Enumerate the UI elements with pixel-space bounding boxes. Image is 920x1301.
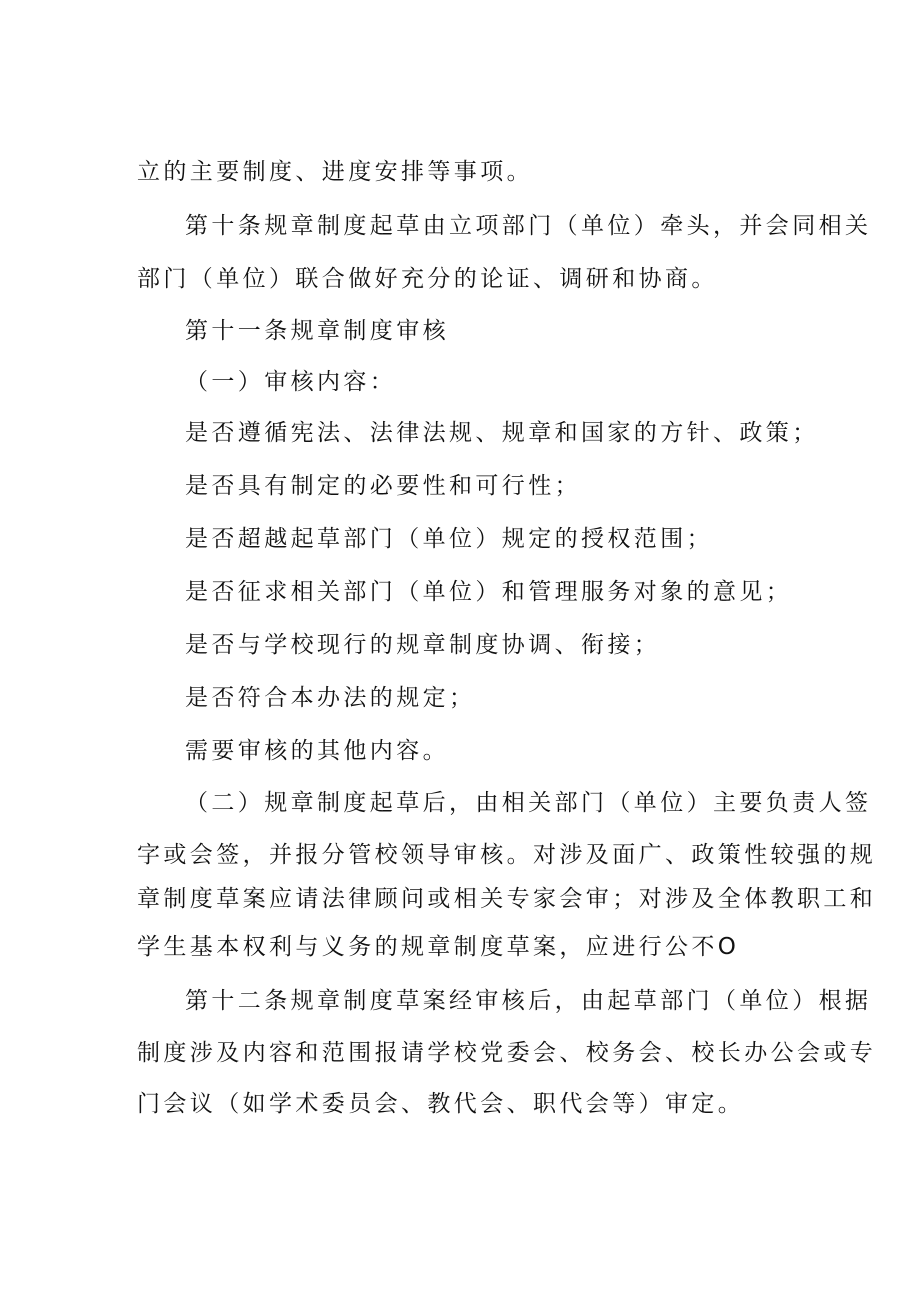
text-line-18: 制度涉及内容和范围报请学校党委会、校务会、校长办公会或专	[137, 1040, 877, 1066]
text-line-6: 是否遵循宪法、法律法规、规章和国家的方针、政策；	[185, 420, 819, 446]
text-line-9: 是否征求相关部门（单位）和管理服务对象的意见；	[185, 579, 793, 605]
text-line-5: （一）审核内容：	[185, 369, 397, 395]
text-line-13: （二）规章制度起草后，由相关部门（单位）主要负责人签	[185, 790, 872, 816]
text-line-19: 门会议（如学术委员会、教代会、职代会等）审定。	[137, 1091, 745, 1117]
text-line-4: 第十一条规章制度审核	[185, 318, 449, 344]
text-line-1: 立的主要制度、进度安排等事项。	[137, 159, 533, 185]
text-line-17: 第十二条规章制度草案经审核后，由起草部门（单位）根据	[185, 988, 872, 1014]
text-line-11: 是否符合本办法的规定；	[185, 685, 476, 711]
text-line-8: 是否超越起草部门（单位）规定的授权范围；	[185, 526, 713, 552]
text-line-12: 需要审核的其他内容。	[185, 738, 449, 764]
text-line-16: 学生基本权利与义务的规章制度草案，应进行公不O	[137, 934, 740, 960]
text-line-14: 字或会签，并报分管校领导审核。对涉及面广、政策性较强的规	[137, 842, 877, 868]
text-line-7: 是否具有制定的必要性和可行性；	[185, 473, 581, 499]
text-line-15: 章制度草案应请法律顾问或相关专家会审；对涉及全体教职工和	[137, 886, 877, 912]
text-line-10: 是否与学校现行的规章制度协调、衔接；	[185, 632, 661, 658]
text-line-2: 第十条规章制度起草由立项部门（单位）牵头，并会同相关	[185, 213, 872, 239]
text-line-3: 部门（单位）联合做好充分的论证、调研和协商。	[137, 266, 718, 292]
